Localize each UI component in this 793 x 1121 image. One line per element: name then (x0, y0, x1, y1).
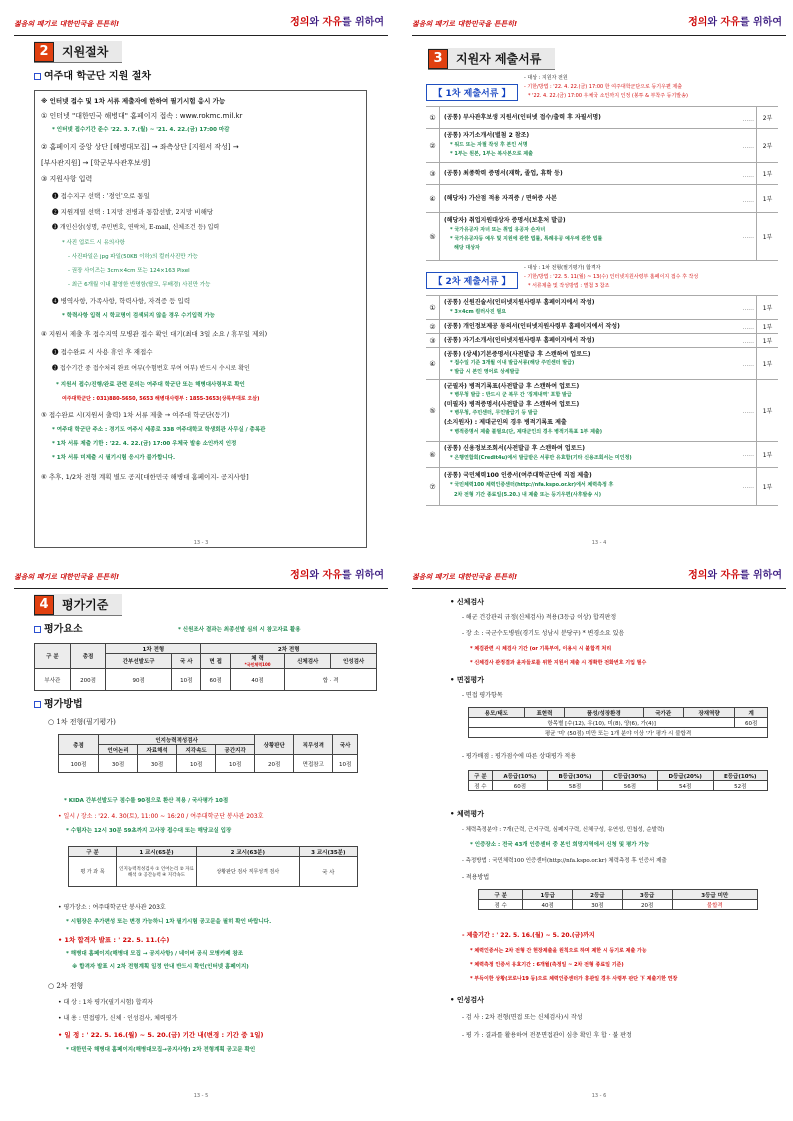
th: 1 교시(65분) (117, 847, 197, 857)
doc-text: (미필자) 병적증명서(사전발급 후 스캔하여 업로드) (444, 401, 580, 408)
line (58, 937, 169, 944)
section-title-text: 평가기준 (62, 598, 109, 612)
doc-qty: 1부 (756, 163, 778, 184)
td: 52점 (713, 781, 767, 791)
th: 총점 (59, 735, 99, 755)
line: - 장 소 : 국군수도병원(경기도 성남시 분당구) * 변경소요 있음 (462, 630, 625, 637)
doc-qty: 2부 (756, 129, 778, 162)
line: ⑤ 접수완료 시(지원서 출력) 1차 서류 제출 → 여주대 학군단(등기) (41, 411, 230, 419)
line: - 체력측정분야 : 7개(근력, 근지구력, 심폐지구력, 신체구성, 유연성, 민첩성, 순발력) (462, 827, 665, 833)
td: 20점 (255, 755, 294, 773)
doc-text: (해당자) 가산점 적용 자격증 / 면허증 사본 (444, 195, 557, 202)
line: ※ 합격자 발표 시 2차 전형계획 일정 안내 반드시 확인(인터넷 홈페이지) (72, 964, 249, 970)
doc-note: 2차 전형 기간 종료일(5.20.) 내 제출 또는 등기우편(사후발송 시) (454, 492, 602, 498)
line: * 학력사항 입력 시 학교명이 검색되지 않을 경우 수기입력 가능 (62, 313, 215, 319)
th: 표현력 (524, 708, 564, 718)
doc-qty: 1부 (756, 296, 778, 319)
line: • 대 상 : 1차 평가(필기시험) 합격자 (58, 999, 154, 1006)
line: - 측정방법 : 국민체력100 인증센터(http://nfa.kspo.or.kr) 체력측정 후 인증서 제출 (462, 858, 667, 864)
line: * 인터넷 접수기간 준수 '22. 3. 7.(월) ~ '21. 4. 22.(금) 17:00 마감 (52, 127, 230, 133)
page-number: 13 - 5 (193, 1093, 209, 1099)
subsection-title (34, 700, 83, 711)
doc-text: (공통) 최종학력 증명서(재학, 졸업, 휴학 등) (444, 170, 563, 177)
line: - 검 사 : 2차 전형(면접 또는 신체검사)시 작성 (462, 1014, 583, 1021)
th: 구 분 (35, 644, 71, 669)
announce-text: • 1차 합격자 발표 : ' 22. 5. 11.(수) (58, 936, 170, 944)
slogan-d: 를 위하여 (341, 17, 384, 28)
line: ① 인터넷 "대한민국 해병대" 홈페이지 접속 : www.rokmc.mil.kr (41, 112, 243, 120)
note: - 기한/방법 : '22. 4. 22.(금) 17:00 한 여주대학군단으로 등기우편 제출 (524, 84, 683, 90)
td: 30점 (138, 755, 177, 773)
th: 구 분 (479, 890, 523, 900)
th: 2등급 (573, 890, 623, 900)
th: 3 교시(35분) (299, 847, 357, 857)
stage-title: ○ 1차 전형(필기평가) (48, 718, 116, 726)
doc-row: ① (공통) 신원진술서(인터넷지원사령부 홈페이지에서 작성) * 3×4cm 컬러사진 필요 ...... 1부 (426, 296, 778, 320)
doc-row: ③ (공통) 최종학력 증명서(재학, 졸업, 휴학 등) ...... 1부 (426, 163, 778, 185)
line: - 최근 6개월 이내 촬영한 반명함(탈모, 무배경) 사진만 가능 (68, 282, 211, 288)
line: * 부득이한 상황(코로나19 등)으로 체력인증센터가 휴관일 경우 사령부 판단 下 제출기한 연장 (470, 976, 678, 982)
line: * 체력인증서는 2차 전형 간 현장제출을 원칙으로 하며 제한 시 등기로 제출 가능 (470, 948, 647, 954)
doc-note: * 워드 또는 자필 작성 후 본인 서명 (450, 142, 528, 148)
td: 10점 (177, 755, 216, 773)
schedule-text: • 일시 / 장소 : '22. 4. 30(토), 11:00 ~ 16:20 / 여주대학군단 봉사관 203호 (58, 813, 264, 820)
doc-qty: 1부 (756, 213, 778, 260)
header-slogan-right (290, 566, 384, 581)
section-title-text: 지원절차 (62, 45, 109, 59)
page-number: 13 - 4 (591, 540, 607, 546)
header-slogan-left: 젊음의 패기로 대한민국을 튼튼히! (14, 573, 120, 581)
line: - 사진파일은 jpg 파일(50KB 이하)의 컬러사진만 가능 (68, 254, 198, 260)
doc-qty: 1부 (756, 334, 778, 347)
page-2 (412, 10, 786, 558)
slogan-b: 와 (309, 570, 323, 581)
line: ❷ 지원계열 선택 : 1지망 전병과 통합선발, 2지망 비해당 (52, 208, 214, 216)
bullet-title: • 인성검사 (450, 996, 484, 1004)
th: 국사 (333, 735, 358, 755)
th: A등급(10%) (492, 771, 547, 781)
th: 2차 전형 (201, 644, 377, 654)
note: - 대상 : 1차 전형(필기평가) 합격자 (524, 265, 601, 271)
th: 인지능력적성검사 (99, 735, 255, 745)
section-title-text: 지원자 제출서류 (456, 52, 542, 66)
page-header (14, 563, 388, 589)
doc-row: ③ (공통) 자기소개서(인터넷지원사령부 홈페이지에서 작성) ...... 1부 (426, 334, 778, 348)
stage1-period-table (68, 846, 358, 887)
line: ② 홈페이지 중앙 상단 [해병대모집] → 좌측상단 [지원서 작성] → (41, 143, 239, 151)
subsection-text: 여주대 학군단 지원 절차 (44, 71, 152, 82)
header-slogan-right (688, 13, 782, 28)
page-header (14, 10, 388, 36)
th: 2 교시(63분) (197, 847, 300, 857)
doc-row: ① (공통) 부사관후보생 지원서(인터넷 접수/출력 후 자필서명) ...... 2부 (426, 107, 778, 129)
line: * 해병대 홈페이지(해병대 모집 → 공지사항) / 네이버 공식 모병카페 참조 (66, 951, 244, 957)
td: 58점 (547, 781, 602, 791)
interview-score-table (468, 770, 768, 791)
doc-text: (군필자) 병적기록표(사전발급 후 스캔하여 업로드) (444, 383, 580, 390)
line: [부사관지원] → [학군부사관후보생] (41, 159, 151, 167)
td: 30점 (573, 900, 623, 910)
line: * 시험장은 추가편성 또는 변경 가능하니 1차 필기시험 공고문을 필히 확인 바랍니다. (66, 919, 272, 925)
page-header (412, 563, 786, 589)
th: B등급(30%) (547, 771, 602, 781)
line: * KIDA 간부선발도구 점수를 90점으로 환산 적용 / 국사평가 10점 (64, 798, 229, 804)
slogan-b: 와 (707, 17, 721, 28)
th: 신체검사 (285, 654, 331, 669)
stage2-doc-list (426, 295, 778, 525)
th: 간부선발도구 (106, 654, 172, 669)
subsection-title (34, 625, 83, 636)
doc-text: (공통) (상세)기본증명서(사전발급 후 스캔하여 업로드) (444, 351, 591, 358)
doc-row: ⑦ (공통) 국민체력100 인증서(여주대학군단에 직접 제출) * 국민체력100 체력인증센터(http://nfa.kspo.or.kr)에서 체력측정 후 2차 전형 기간 종료일(5.20.) 내 제출 또는 등기우편(사후발송 시) ...... 1부 (426, 468, 778, 506)
slogan-d: 를 위하여 (739, 570, 782, 581)
slogan-b: 와 (309, 17, 323, 28)
bullet-title: • 체력평가 (450, 810, 484, 818)
doc-note: * 3×4cm 컬러사진 필요 (450, 309, 507, 315)
line: • 평가장소 : 여주대학군단 봉사관 203호 (58, 904, 166, 911)
line: - 평가배점 : 평가점수에 따른 상대평가 적용 (462, 753, 577, 760)
doc-note: * 국가유공자 자녀 또는 취업 유공자 손자녀 (450, 227, 546, 233)
doc-text: (공통) 자기소개서(별첨 2 참조) (444, 132, 530, 139)
td: 20점 (622, 900, 672, 910)
line: 여주대학군단 : 031)880-5650, 5653 해병대사령부 : 1855-3653(상록부대로 오삼) (62, 396, 260, 402)
td: 상황판단 검사 직무성격 검사 (197, 857, 300, 887)
doc-note: * 접수일 기준 3개월 이내 발급서류(해당 주민센터 발급) (450, 360, 575, 366)
th: 자료해석 (138, 745, 177, 755)
schedule-text: • 일 정 : ' 22. 5. 16.(월) ~ 5. 20.(금) 기간 내(변경 : 기간 중 1일) (58, 1031, 264, 1039)
page-4 (412, 563, 786, 1111)
line: ④ 지원서 제출 후 접수지역 모병관 접수 확인 대기(최대 3일 소요 / 휴무일 제외) (41, 330, 268, 338)
page-number: 13 - 6 (591, 1093, 607, 1099)
section-title (34, 594, 122, 616)
doc-text: (공통) 신용정보조회서(사전발급 후 스캔하여 업로드) (444, 445, 586, 452)
line: ⑥ 추후, 1/2차 전형 계획 별도 공지[대한민국 해병대 홈페이지- 공지사항] (41, 473, 249, 481)
slogan-c: 자유 (322, 570, 342, 581)
td: 점 수 (469, 781, 493, 791)
doc-note: 해당 대상자 (454, 245, 480, 251)
doc-text: (해당자) 취업지원대상자 증명서(보훈처 발급) (444, 217, 566, 224)
note: - 대상 : 지원자 전원 (524, 75, 568, 81)
th (230, 654, 285, 669)
line: * 사진 업로드 시 유의사항 (62, 240, 125, 246)
doc-note: * 1부는 원본, 1부는 복사본으로 제출 (450, 151, 533, 157)
line: ❹ 병역사항, 가족사항, 학력사항, 자격증 등 입력 (52, 297, 191, 305)
doc-text: (공통) 자기소개서(인터넷지원사령부 홈페이지에서 작성) (444, 337, 595, 344)
header-slogan-left: 젊음의 패기로 대한민국을 튼튼히! (412, 573, 518, 581)
page-number: 13 - 3 (193, 540, 209, 546)
td: 항목별 [수(12), 우(10), 미(8), 양(6), 가(4)] (469, 718, 735, 728)
doc-note: * 은행연합회(Credit4u)에서 발급받은 서류만 유효함(기타 신용조회서는 미인정) (450, 455, 632, 461)
stage1-docs-label: 【 1차 제출서류 】 (426, 84, 518, 101)
doc-row: ② (공통) 개인정보제공 동의서(인터넷지원사령부 홈페이지에서 작성) ...... 1부 (426, 320, 778, 334)
note: * '22. 4. 22.(금) 17:00 우체국 소인까지 인정 (봉투 & 부착주 등기발송) (528, 93, 688, 99)
line: * 지원서 접수/진행/완료 관련 문의는 여주대 학군단 또는 해병대사령부로 확인 (56, 382, 245, 388)
td: 54점 (657, 781, 713, 791)
th: 구 분 (69, 847, 117, 857)
stage1-table (58, 734, 358, 773)
doc-text: (공통) 개인정보제공 동의서(인터넷지원사령부 홈페이지에서 작성) (444, 323, 620, 330)
line: * 인증장소 : 전국 43개 인증센터 중 본인 희망지역에서 신청 및 평가 가능 (470, 842, 650, 848)
line: * 체력측정 인증서 유효기간 : 6개월(측정일 ~ 2차 전형 종료일 기준) (470, 962, 624, 968)
line: * 여주대 학군단 주소 : 경기도 여주시 세종로 338 여주대학교 학생회관 사무실 / 총록관 (52, 427, 266, 433)
td: 200점 (70, 669, 106, 691)
bullet-title: • 면접평가 (450, 676, 484, 684)
slogan-b: 와 (707, 570, 721, 581)
slogan-c: 자유 (720, 17, 740, 28)
line: - 해군 건강관리 규정(신체검사) 적용(3등급 이상) 합격판정 (462, 614, 617, 621)
th: 총점 (70, 644, 106, 669)
td: 30점 (99, 755, 138, 773)
section-number: 2 (34, 42, 54, 62)
eval-elements-table (34, 643, 377, 691)
subsection-title (34, 72, 151, 83)
subsection-text: 평가요소 (44, 624, 83, 635)
line (462, 933, 595, 939)
td: 합 · 격 (285, 669, 377, 691)
section-title (428, 48, 555, 70)
th: 3등급 미만 (672, 890, 758, 900)
doc-qty: 1부 (756, 468, 778, 505)
line: ❸ 개인신상(성명, 주민번호, 연락처, E-mail, 신체조건 등) 입력 (52, 224, 220, 231)
line: - 면접 평가항목 (462, 692, 503, 699)
th: 상황판단 (255, 735, 294, 755)
subsection-text: 평가방법 (44, 699, 83, 710)
doc-row: ② (공통) 자기소개서(별첨 2 참조) * 워드 또는 자필 작성 후 본인 서명 * 1부는 원본, 1부는 복사본으로 제출 ...... 2부 (426, 129, 778, 163)
td: 100점 (59, 755, 99, 773)
page-1 (14, 10, 388, 558)
doc-text: (공통) 국민체력100 인증서(여주대학군단에 직접 제출) (444, 472, 592, 479)
note: * 신원조사 결과는 최종선발 심의 시 참고자료 활용 (178, 627, 301, 633)
doc-note: * 발급 시 본인 영어로 상세발급 (450, 369, 520, 375)
stage1-doc-list (426, 106, 778, 264)
doc-qty: 1부 (756, 185, 778, 212)
td: 60점 (201, 669, 230, 691)
header-slogan-left: 젊음의 패기로 대한민국을 튼튼히! (412, 20, 518, 28)
doc-qty: 1부 (756, 320, 778, 333)
doc-qty: 1부 (756, 380, 778, 441)
slogan-c: 자유 (322, 17, 342, 28)
slogan-a: 정의 (290, 570, 310, 581)
slogan-d: 를 위하여 (739, 17, 782, 28)
header-slogan-right (290, 13, 384, 28)
page-3 (14, 563, 388, 1111)
doc-row: ⑥ (공통) 신용정보조회서(사전발급 후 스캔하여 업로드) * 은행연합회(Credit4u)에서 발급받은 서류만 유효함(기타 신용조회서는 미인정) ...... 1부 (426, 442, 778, 468)
note: * 서류제출 및 작성방법 : 별첨 3 참조 (528, 283, 610, 289)
slogan-a: 정의 (688, 570, 708, 581)
th: 인성검사 (331, 654, 377, 669)
td: 불합격 (672, 900, 758, 910)
td: 60점 (735, 718, 768, 728)
th: E등급(10%) (713, 771, 767, 781)
doc-note: * 병적증명서 제출 불필요(단, 제대군인의 경우 병적기록표 1부 제출) (450, 429, 603, 435)
th: 장재역량 (683, 708, 735, 718)
line (58, 814, 263, 820)
line: * 수험자는 12시 30분 59초까지 고사장 접수대 또는 해당교실 입장 (66, 828, 232, 834)
deadline-text: - 제출기간 : ' 22. 5. 16.(월) ~ 5. 20.(금)까지 (462, 932, 595, 939)
header-slogan-left: 젊음의 패기로 대한민국을 튼튼히! (14, 20, 120, 28)
page-header (412, 10, 786, 36)
doc-note: * 병무청, 주민센터, 무인발급기 등 발급 (450, 410, 538, 416)
td: 평 가 과 목 (69, 857, 117, 887)
th: 3등급 (622, 890, 672, 900)
line: * 신체검사 관정결과 윤자들로를 위한 지원서 제출 시 정확한 전화번호 기입 필수 (470, 660, 647, 666)
td: 60점 (492, 781, 547, 791)
doc-text: (공통) 부사관후보생 지원서(인터넷 접수/출력 후 자필서명) (444, 114, 601, 121)
td: 10점 (216, 755, 255, 773)
th: C등급(30%) (603, 771, 658, 781)
line: ❷ 접수기간 중 접수처리 완료 여부(수험번호 부여 여부) 반드시 수시로 확인 (52, 365, 250, 372)
square-bullet-icon (34, 73, 41, 80)
line: * 1차 서류 제출 기한 : '22. 4. 22.(금) 17:00 우체국 발송 소인까지 인정 (52, 441, 237, 447)
doc-row: ④ (공통) (상세)기본증명서(사전발급 후 스캔하여 업로드) * 접수일 기준 3개월 이내 발급서류(해당 주민센터 발급) * 발급 시 본인 영어로 상세발급 ...... 1부 (426, 348, 778, 380)
doc-row: ⑤ (군필자) 병적기록표(사전발급 후 스캔하여 업로드) * 병무청 발급 : 반드시 군 복무 간 '징계내역' 포함 발급 (미필자) 병적증명서(사전발급 후 스캔하여 업로드) * 병무청, 주민센터, 무인발급기 등 발급 (소지원자) : 제대군인의 경우 병적기록표 제출 * 병적증명서 제출 불필요(단, 제대군인의 경우 병적기록표 1부 제출) ...... 1부 (426, 380, 778, 442)
interview-table (468, 707, 768, 738)
doc-text: (공통) 신원진술서(인터넷지원사령부 홈페이지에서 작성) (444, 299, 595, 306)
line: • 내 용 : 면접평가, 신체 · 인성검사, 체력평가 (58, 1015, 178, 1022)
th: 국가관 (643, 708, 683, 718)
td: 부사관 (35, 669, 71, 691)
td: 점 수 (479, 900, 523, 910)
doc-qty: 2부 (756, 107, 778, 128)
doc-text: (소지원자) : 제대군인의 경우 병적기록표 제출 (444, 419, 567, 426)
stage2-docs-label: 【 2차 제출서류 】 (426, 272, 518, 289)
line: ③ 지원사항 입력 (41, 175, 93, 183)
line: - 평 가 : 결과를 활용하여 전문면접관이 심층 확인 후 합 · 불 판정 (462, 1032, 632, 1039)
line: * 1차 서류 미제출 시 필기시험 응시가 불가합니다. (52, 455, 176, 461)
td: 40점 (523, 900, 573, 910)
doc-qty: 1부 (756, 442, 778, 467)
th: 품성/성장환경 (565, 708, 643, 718)
doc-note: * 국민체력100 체력인증센터(http://nfa.kspo.or.kr)에서 체력측정 후 (450, 482, 614, 488)
td: 40점 (230, 669, 285, 691)
th: 1차 전형 (106, 644, 201, 654)
th: 계 (735, 708, 768, 718)
square-bullet-icon (34, 701, 41, 708)
td: 국 사 (299, 857, 357, 887)
section-number: 4 (34, 595, 54, 615)
td: 90점 (106, 669, 172, 691)
header-slogan-right (688, 566, 782, 581)
th: 구 분 (469, 771, 493, 781)
bullet-title: • 신체검사 (450, 598, 484, 606)
th: 면 접 (201, 654, 230, 669)
line: - 권장 사이즈는 3cm×4cm 또는 124×163 Pixel (68, 268, 190, 274)
td: 면접참고 (294, 755, 333, 773)
td: 평균 '미' (50점) 미만 또는 1개 분야 이상 '가' 평가 시 불합격 (469, 728, 768, 738)
doc-row: ④ (해당자) 가산점 적용 자격증 / 면허증 사본 ...... 1부 (426, 185, 778, 213)
th-fitness: 체 력 (251, 656, 264, 662)
th: 국 사 (172, 654, 201, 669)
th: 지각속도 (177, 745, 216, 755)
doc-qty: 1부 (756, 348, 778, 379)
th: 용모/태도 (469, 708, 525, 718)
fitness-grade-table (478, 889, 758, 910)
slogan-a: 정의 (290, 17, 310, 28)
slogan-a: 정의 (688, 17, 708, 28)
doc-note: * 국가유공자등 예우 및 지원에 관한 법률, 특례유공 예우에 관한 법률 (450, 236, 603, 242)
line: * 체검관련 시 체검사 기간 (or 기록부여, 이용시 시 불합격 처리 (470, 646, 612, 652)
line: ❶ 접수완료 시 사용 휴인 후 재접수 (52, 348, 153, 356)
td: 10점 (172, 669, 201, 691)
note: - 기한/방법 : '22. 5. 11(월) ~ 13(수) 인터넷지원사령부 홈페이지 접수 후 작성 (524, 274, 699, 280)
slogan-d: 를 위하여 (341, 570, 384, 581)
section-number: 3 (428, 49, 448, 69)
doc-note: * 병무청 발급 : 반드시 군 복무 간 '징계내역' 포함 발급 (450, 392, 572, 398)
line: - 적용방법 (462, 874, 490, 881)
th-fitness-sub: *국민체력100 (244, 662, 271, 667)
th: 언어논리 (99, 745, 138, 755)
th: 1등급 (523, 890, 573, 900)
square-bullet-icon (34, 626, 41, 633)
line (58, 1032, 264, 1039)
line: * 대한민국 해병대 홈페이지(해병대모집→공지사항) 2차 전형계획 공고문 확인 (66, 1047, 256, 1053)
doc-row: ⑤ (해당자) 취업지원대상자 증명서(보훈처 발급) * 국가유공자 자녀 또는 취업 유공자 손자녀 * 국가유공자등 예우 및 지원에 관한 법률, 특례유공 예우에 관한 법률 해당 대상자 ...... 1부 (426, 213, 778, 261)
section-title (34, 41, 122, 63)
line: ※ 인터넷 접수 및 1차 서류 제출자에 한하여 필기시험 응시 가능 (41, 97, 226, 105)
th: D등급(20%) (657, 771, 713, 781)
td: 10점 (333, 755, 358, 773)
th: 직무성격 (294, 735, 333, 755)
th: 공간지각 (216, 745, 255, 755)
td: 56점 (603, 781, 658, 791)
line: ❶ 접수지구 선택 : '경인'으로 통일 (52, 192, 150, 200)
stage-title: ○ 2차 전형 (48, 982, 84, 990)
slogan-c: 자유 (720, 570, 740, 581)
td: 인지능력적성검사 ① 언어논리 ② 자료해석 ③ 공간능력 ④ 지각속도 (117, 857, 197, 887)
